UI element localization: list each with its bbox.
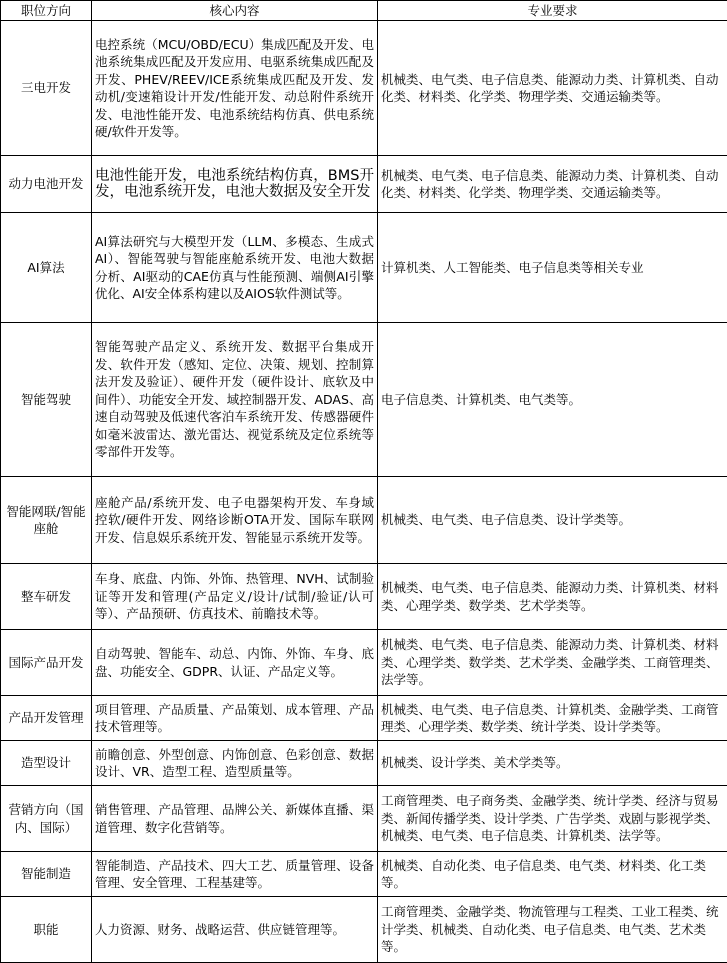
header-direction: 职位方向 [1,1,92,21]
row-content: 电池性能开发，电池系统结构仿真，BMS开发，电池系统开发，电池大数据及安全开发 [92,156,378,213]
row-direction: 动力电池开发 [1,156,92,213]
row-content: AI算法研究与大模型开发（LLM、多模态、生成式AI）、智能驾驶与智能座舱系统开发、电池大数据分析、AI驱动的CAE仿真与性能预测、端侧AI引擎优化、AI安全体系构建以及AIOS软件测试等。 [92,213,378,323]
row-requirements: 机械类、电气类、电子信息类、能源动力类、计算机类、自动化类、材料类、化学类、物理学类、交通运输类等。 [378,156,727,213]
row-content: 智能驾驶产品定义、系统开发、数据平台集成开发、软件开发（感知、定位、决策、规划、控制算法开发及验证）、硬件开发（硬件设计、底软及中间件）、功能安全开发、域控制器开发、ADAS、高速自动驾驶及低速代客泊车系统开发、传感器硬件如毫米波雷达、激光雷达、视觉系统及定位系统等零部件开发等。 [92,323,378,477]
header-requirements: 专业要求 [378,1,727,21]
row-requirements: 工商管理类、金融学类、物流管理与工程类、工业工程类、统计学类、机械类、自动化类、电子信息类、电气类、艺术类等。 [378,897,727,963]
row-direction: 造型设计 [1,741,92,786]
table-row [1,213,727,323]
row-requirements: 计算机类、人工智能类、电子信息类等相关专业 [378,213,727,323]
table-row [1,21,727,156]
table-header-row [1,1,727,21]
row-direction: 智能驾驶 [1,323,92,477]
row-requirements: 机械类、电气类、电子信息类、能源动力类、计算机类、材料类、心理学类、数学类、艺术学类、金融学类、工商管理类、法学等。 [378,630,727,696]
row-direction: 三电开发 [1,21,92,156]
table-row [1,786,727,852]
row-requirements: 机械类、电气类、电子信息类、设计学类等。 [378,477,727,564]
row-content: 人力资源、财务、战略运营、供应链管理等。 [92,897,378,963]
row-content: 车身、底盘、内饰、外饰、热管理、NVH、试制验证等开发和管理(产品定义/设计/试制/验证/认可等）、产品预研、仿真技术、前瞻技术等。 [92,564,378,630]
row-content: 项目管理、产品质量、产品策划、成本管理、产品技术管理等。 [92,696,378,741]
table-row [1,323,727,477]
table-row [1,630,727,696]
header-content: 核心内容 [92,1,378,21]
table-row [1,477,727,564]
row-direction: 营销方向（国内、国际） [1,786,92,852]
row-direction: AI算法 [1,213,92,323]
row-content: 前瞻创意、外型创意、内饰创意、色彩创意、数据设计、VR、造型工程、造型质量等。 [92,741,378,786]
row-content: 电控系统（MCU/OBD/ECU）集成匹配及开发、电池系统集成匹配及开发应用、电驱系统集成匹配及开发、PHEV/REEV/ICE系统集成匹配及开发、发动机/变速箱设计开发/性能开发、动总附件系统开发、电池性能开发、电池系统结构仿真、供电系统硬/软件开发等。 [92,21,378,156]
table-row [1,564,727,630]
row-requirements: 机械类、自动化类、电子信息类、电气类、材料类、化工类等。 [378,852,727,897]
row-requirements: 机械类、设计学类、美术学类等。 [378,741,727,786]
table-row [1,741,727,786]
table-row [1,852,727,897]
row-requirements: 机械类、电气类、电子信息类、能源动力类、计算机类、自动化类、材料类、化学类、物理学类、交通运输类等。 [378,21,727,156]
table-row [1,156,727,213]
row-requirements: 工商管理类、电子商务类、金融学类、统计学类、经济与贸易类、新闻传播学类、设计学类、广告学类、戏剧与影视学类、机械类、电气类、电子信息类、计算机类、法学等。 [378,786,727,852]
row-content: 智能制造、产品技术、四大工艺、质量管理、设备管理、安全管理、工程基建等。 [92,852,378,897]
table-row [1,897,727,963]
table-row [1,696,727,741]
row-requirements: 机械类、电气类、电子信息类、计算机类、金融学类、工商管理类、心理学类、数学类、统计学类、设计学类等。 [378,696,727,741]
row-direction: 产品开发管理 [1,696,92,741]
row-content: 自动驾驶、智能车、动总、内饰、外饰、车身、底盘、功能安全、GDPR、认证、产品定义等。 [92,630,378,696]
row-direction: 整车研发 [1,564,92,630]
row-direction: 职能 [1,897,92,963]
row-direction: 智能网联/智能座舱 [1,477,92,564]
row-requirements: 机械类、电气类、电子信息类、能源动力类、计算机类、材料类、心理学类、数学类、艺术学类等。 [378,564,727,630]
row-direction: 智能制造 [1,852,92,897]
row-content: 销售管理、产品管理、品牌公关、新媒体直播、渠道管理、数字化营销等。 [92,786,378,852]
row-content: 座舱产品/系统开发、电子电器架构开发、车身域控软/硬件开发、网络诊断OTA开发、国际车联网开发、信息娱乐系统开发、智能显示系统开发等。 [92,477,378,564]
row-direction: 国际产品开发 [1,630,92,696]
row-requirements: 电子信息类、计算机类、电气类等。 [378,323,727,477]
